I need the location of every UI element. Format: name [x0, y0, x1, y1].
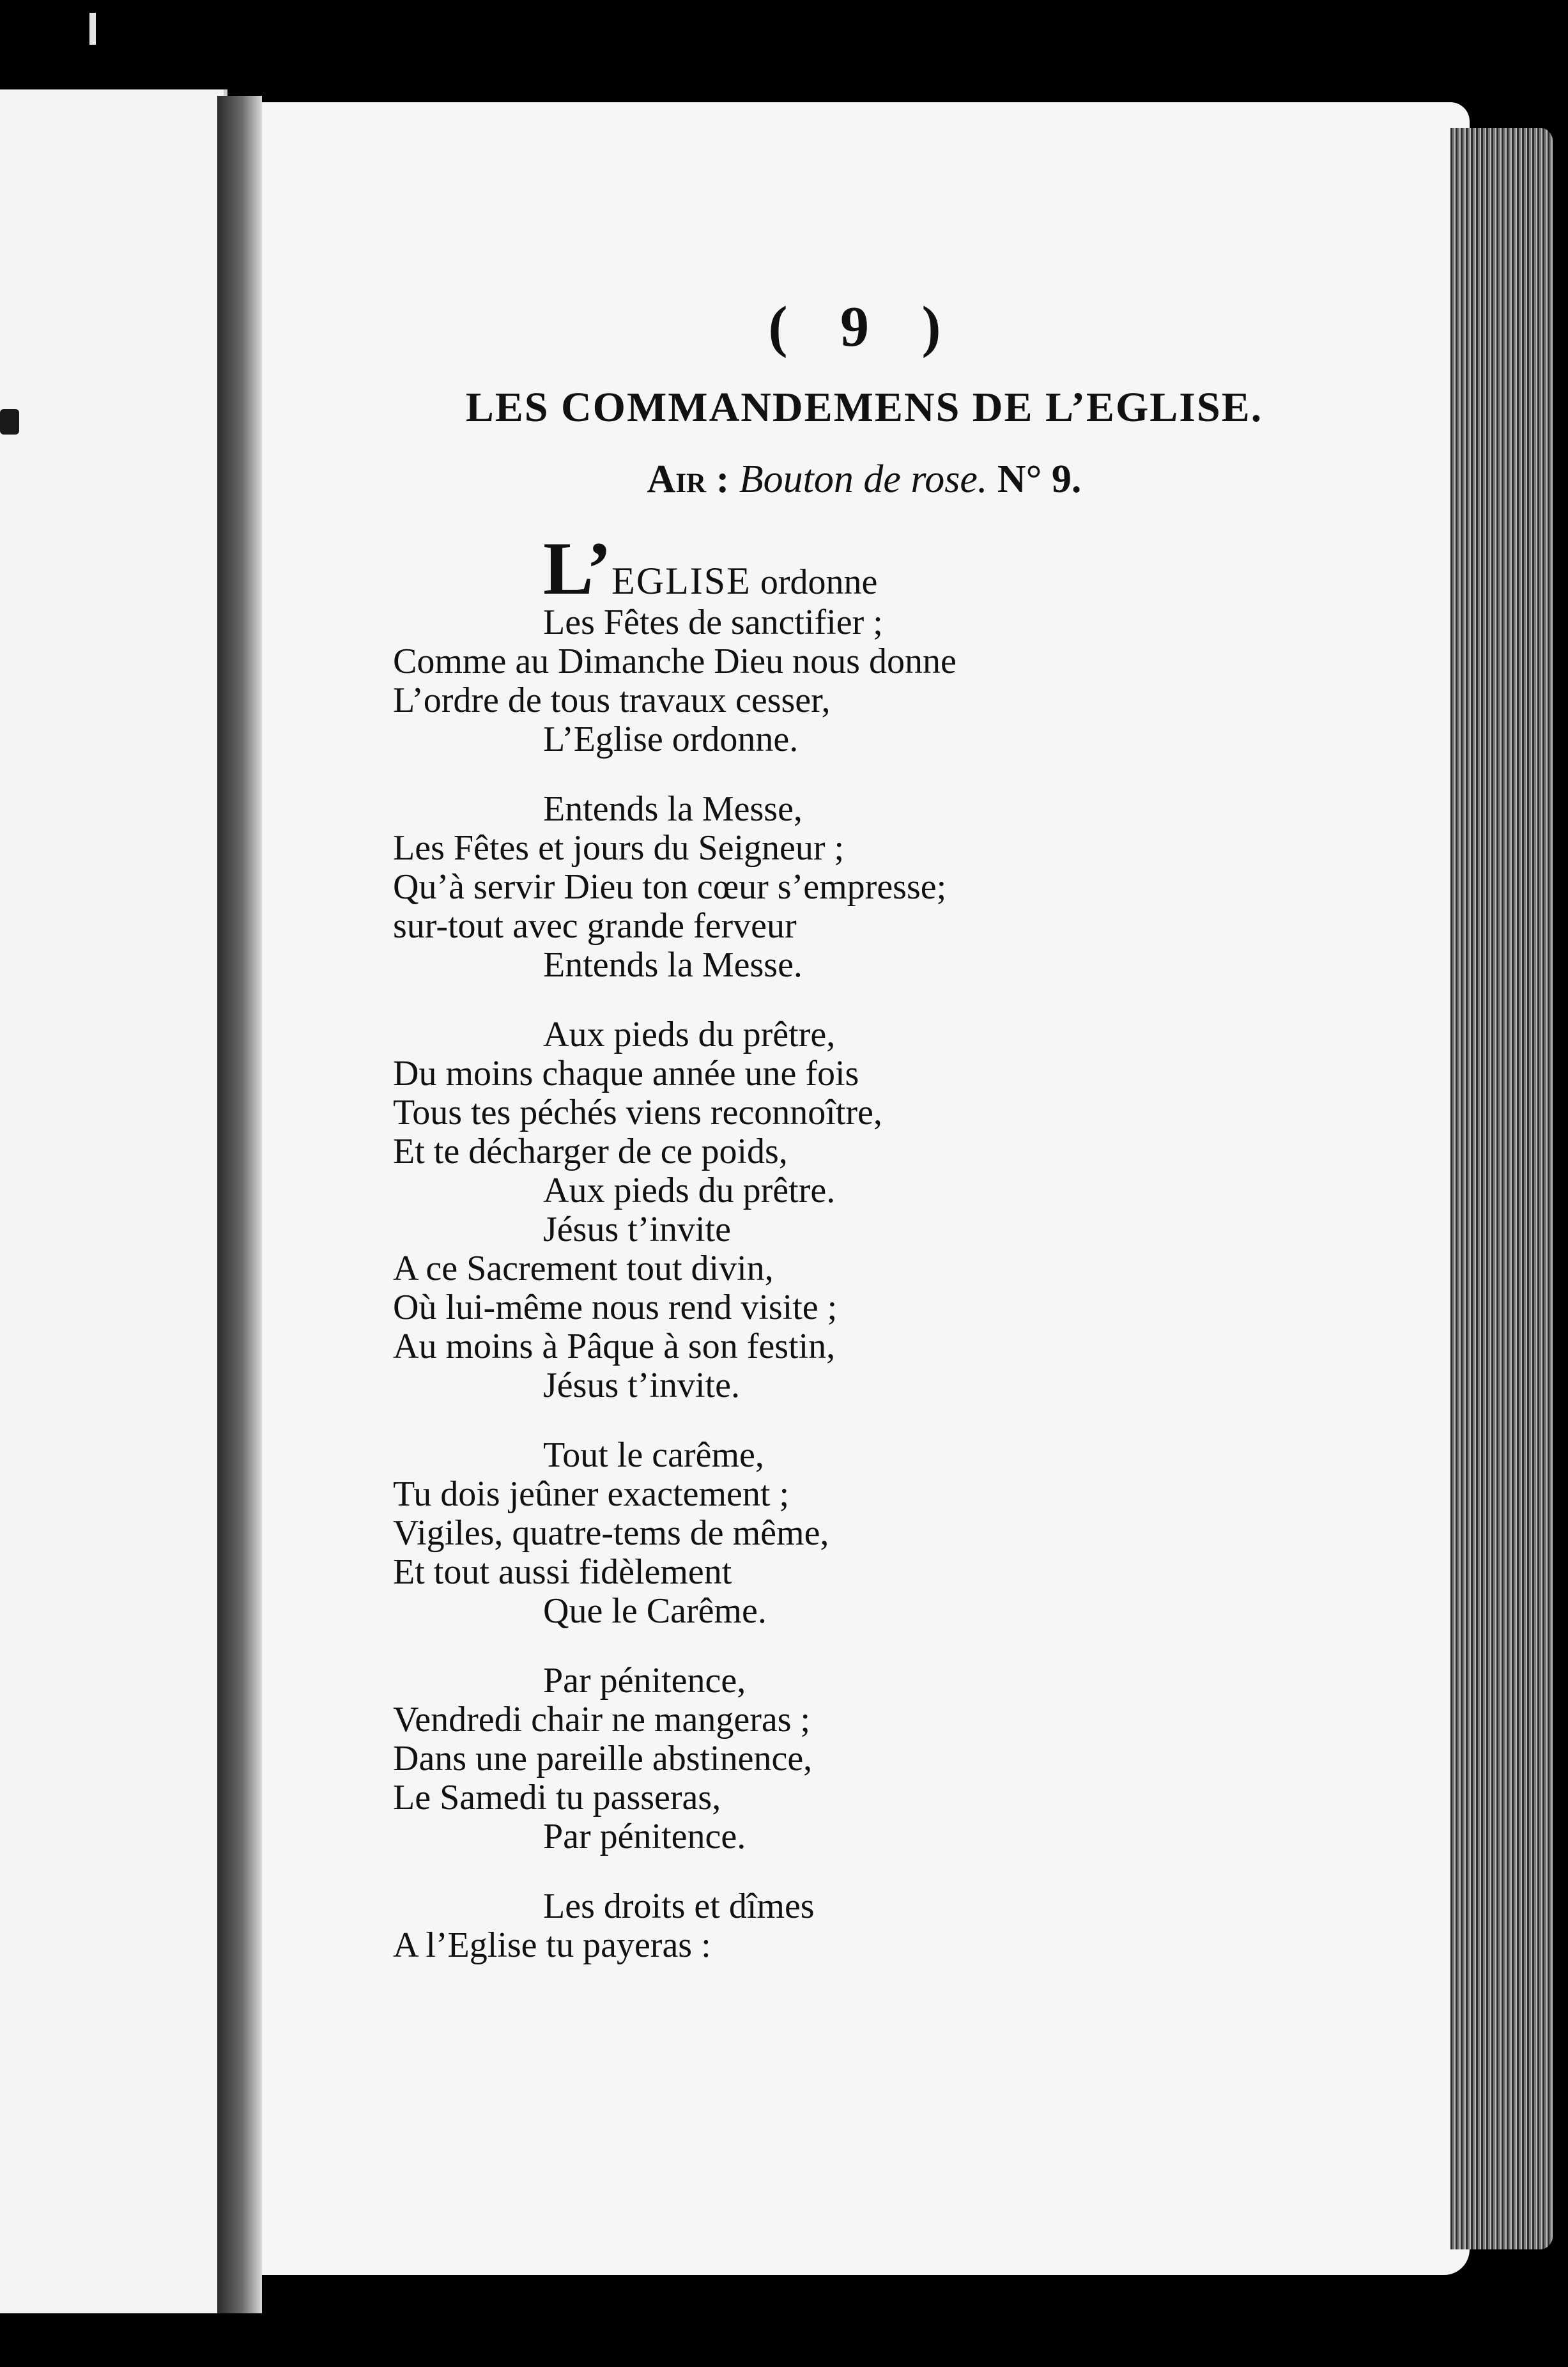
verse-line: Aux pieds du prêtre.	[543, 1171, 836, 1210]
drop-cap: L’	[543, 527, 612, 610]
verse-line: Tous tes péchés viens reconnoître,	[393, 1093, 882, 1132]
page-content	[259, 102, 1470, 2275]
air-number: N° 9.	[997, 458, 1082, 501]
air-tune: Bouton de rose.	[739, 458, 988, 501]
verse-line: Au moins à Pâque à son festin,	[393, 1327, 836, 1366]
verse-line: Vendredi chair ne mangeras ;	[393, 1700, 811, 1739]
stanza	[393, 1015, 1224, 1405]
stanzas	[393, 603, 1224, 1965]
verse-line: Que le Carême.	[543, 1591, 767, 1631]
left-page-bleed-mark	[0, 409, 19, 435]
page-number: ( 9 )	[768, 295, 960, 359]
scan-mark	[89, 13, 96, 45]
verse-line: Tu dois jeûner exactement ;	[393, 1474, 790, 1514]
verse-line: Jésus t’invite.	[543, 1366, 740, 1405]
stanza	[393, 1436, 1224, 1631]
verse-line: Entends la Messe,	[543, 789, 803, 829]
verse-line: Par pénitence.	[543, 1817, 746, 1856]
verse-line: Les Fêtes et jours du Seigneur ;	[393, 828, 845, 868]
verse-line: Le Samedi tu passeras,	[393, 1778, 721, 1817]
verse-line: A l’Eglise tu payeras :	[393, 1925, 711, 1965]
first-line-rest: ordonne	[751, 562, 878, 602]
verse-line: Les Fêtes de sanctifier ;	[543, 603, 883, 642]
verse-line: L’ordre de tous travaux cesser,	[393, 681, 831, 720]
song-title: LES COMMANDEMENS DE L’EGLISE.	[465, 384, 1263, 431]
verse-first-line	[393, 527, 1224, 610]
stanza	[393, 790, 1224, 985]
verse-line: Jésus t’invite	[543, 1210, 731, 1249]
verse-line: sur-tout avec grande ferveur	[393, 906, 797, 946]
verse-line: Et te décharger de ce poids,	[393, 1132, 788, 1171]
verse-line: Et tout aussi fidèlement	[393, 1552, 732, 1592]
verse-line: Les droits et dîmes	[543, 1886, 815, 1926]
verse-line: Aux pieds du prêtre,	[543, 1015, 836, 1054]
verse-line: Du moins chaque année une fois	[393, 1054, 859, 1093]
air-label: Air :	[647, 458, 730, 501]
verse-line: Qu’à servir Dieu ton cœur s’empresse;	[393, 867, 947, 907]
verse-line: Où lui-même nous rend visite ;	[393, 1288, 838, 1327]
verse-line: L’Eglise ordonne.	[543, 720, 799, 759]
verse-line: Vigiles, quatre-tems de même,	[393, 1513, 829, 1553]
verse-line: Comme au Dimanche Dieu nous donne	[393, 642, 957, 681]
stanza	[393, 1887, 1224, 1965]
book-gutter	[217, 96, 262, 2313]
verse-line: Entends la Messe.	[543, 945, 803, 985]
verse-line: A ce Sacrement tout divin,	[393, 1249, 774, 1288]
verse-line: Tout le carême,	[543, 1435, 764, 1475]
left-page	[0, 89, 227, 2313]
stanza	[393, 1662, 1224, 1856]
first-word: EGLISE	[611, 560, 751, 602]
verse-line: Dans une pareille abstinence,	[393, 1739, 813, 1778]
stanza	[393, 603, 1224, 759]
air-line	[259, 457, 1470, 502]
verse-line: Par pénitence,	[543, 1661, 746, 1700]
song-verses	[393, 527, 1224, 1996]
